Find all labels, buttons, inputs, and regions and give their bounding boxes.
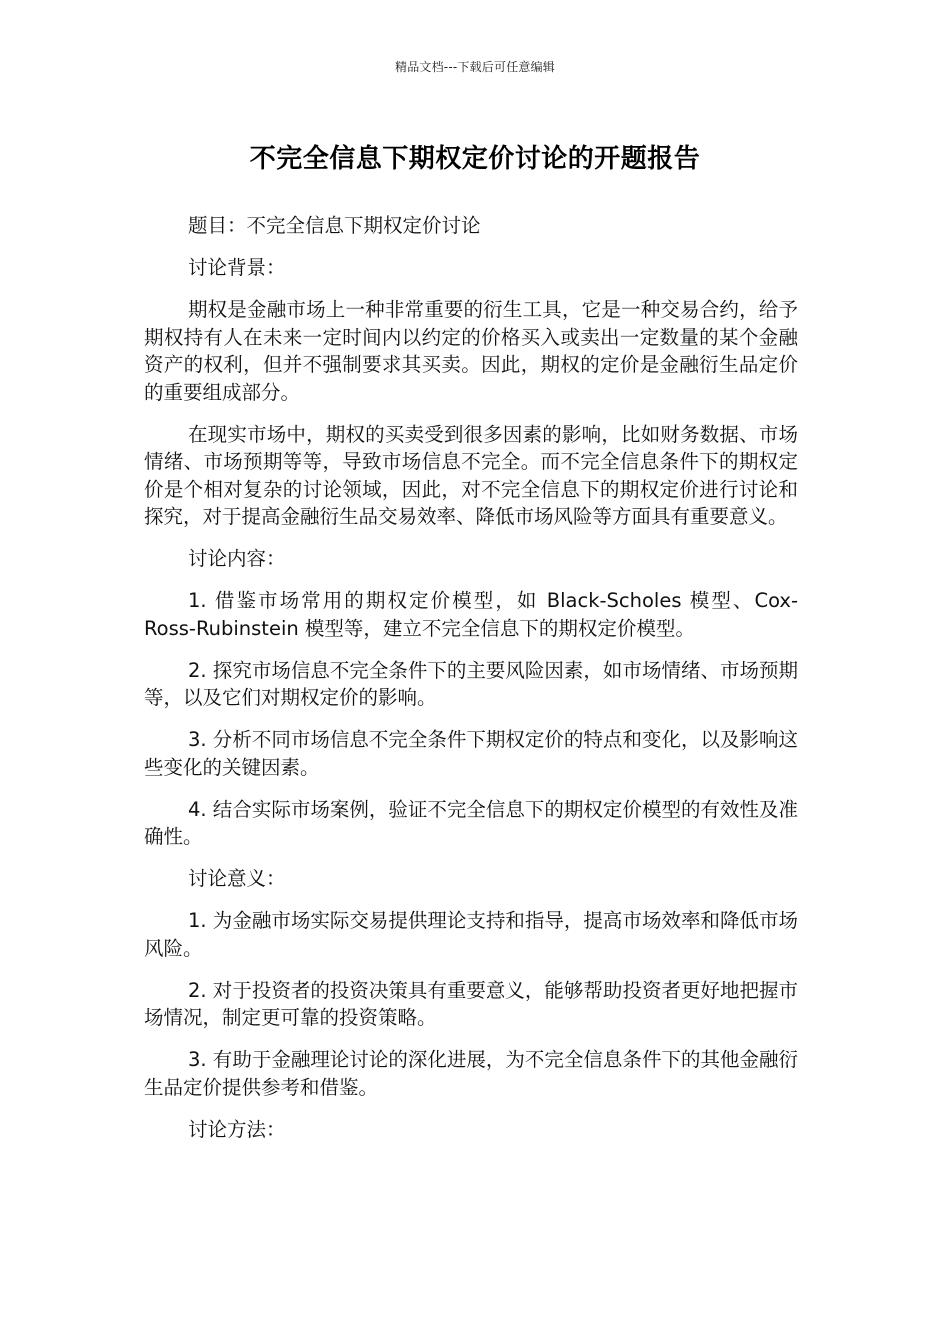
document-body <box>144 212 798 1158</box>
background-paragraph-2: 在现实市场中，期权的买卖受到很多因素的影响，比如财务数据、市场情绪、市场预期等等，导致市场信息不完全。而不完全信息条件下的期权定价是个相对复杂的讨论领域，因此，对不完全信息下的期权定价进行讨论和探究，对于提高金融衍生品交易效率、降低市场风险等方面具有重要意义。 <box>144 422 798 528</box>
content-item-1: 1. 借鉴市场常用的期权定价模型，如 Black-Scholes 模型、Cox-Ross-Rubinstein 模型等，建立不完全信息下的期权定价模型。 <box>144 589 798 640</box>
section-heading-method: 讨论方法： <box>188 1117 286 1141</box>
section-heading-background: 讨论背景： <box>188 256 286 279</box>
document-title: 不完全信息下期权定价讨论的开题报告 <box>249 144 701 174</box>
content-item-4: 4. 结合实际市场案例，验证不完全信息下的期权定价模型的有效性及准确性。 <box>144 797 798 848</box>
content-item-2: 2. 探究市场信息不完全条件下的主要风险因素，如市场情绪、市场预期等，以及它们对期权定价的影响。 <box>144 658 798 709</box>
header-note: 精品文档---下载后可任意编辑 <box>395 60 555 74</box>
subject-line: 题目：不完全信息下期权定价讨论 <box>188 214 481 237</box>
significance-item-2: 2. 对于投资者的投资决策具有重要意义，能够帮助投资者更好地把握市场情况，制定更可靠的投资策略。 <box>144 978 798 1029</box>
content-item-3: 3. 分析不同市场信息不完全条件下期权定价的特点和变化，以及影响这些变化的关键因素。 <box>144 728 798 779</box>
significance-item-3: 3. 有助于金融理论讨论的深化进展，为不完全信息条件下的其他金融衍生品定价提供参考和借鉴。 <box>144 1048 798 1099</box>
section-heading-content: 讨论内容： <box>188 547 286 570</box>
section-heading-significance: 讨论意义： <box>188 867 286 890</box>
significance-item-1: 1. 为金融市场实际交易提供理论支持和指导，提高市场效率和降低市场风险。 <box>144 909 798 960</box>
background-paragraph-1: 期权是金融市场上一种非常重要的衍生工具，它是一种交易合约，给予期权持有人在未来一定时间内以约定的价格买入或卖出一定数量的某个金融资产的权利，但并不强制要求其买卖。因此，期权的定价是金融衍生品定价的重要组成部分。 <box>144 298 798 404</box>
